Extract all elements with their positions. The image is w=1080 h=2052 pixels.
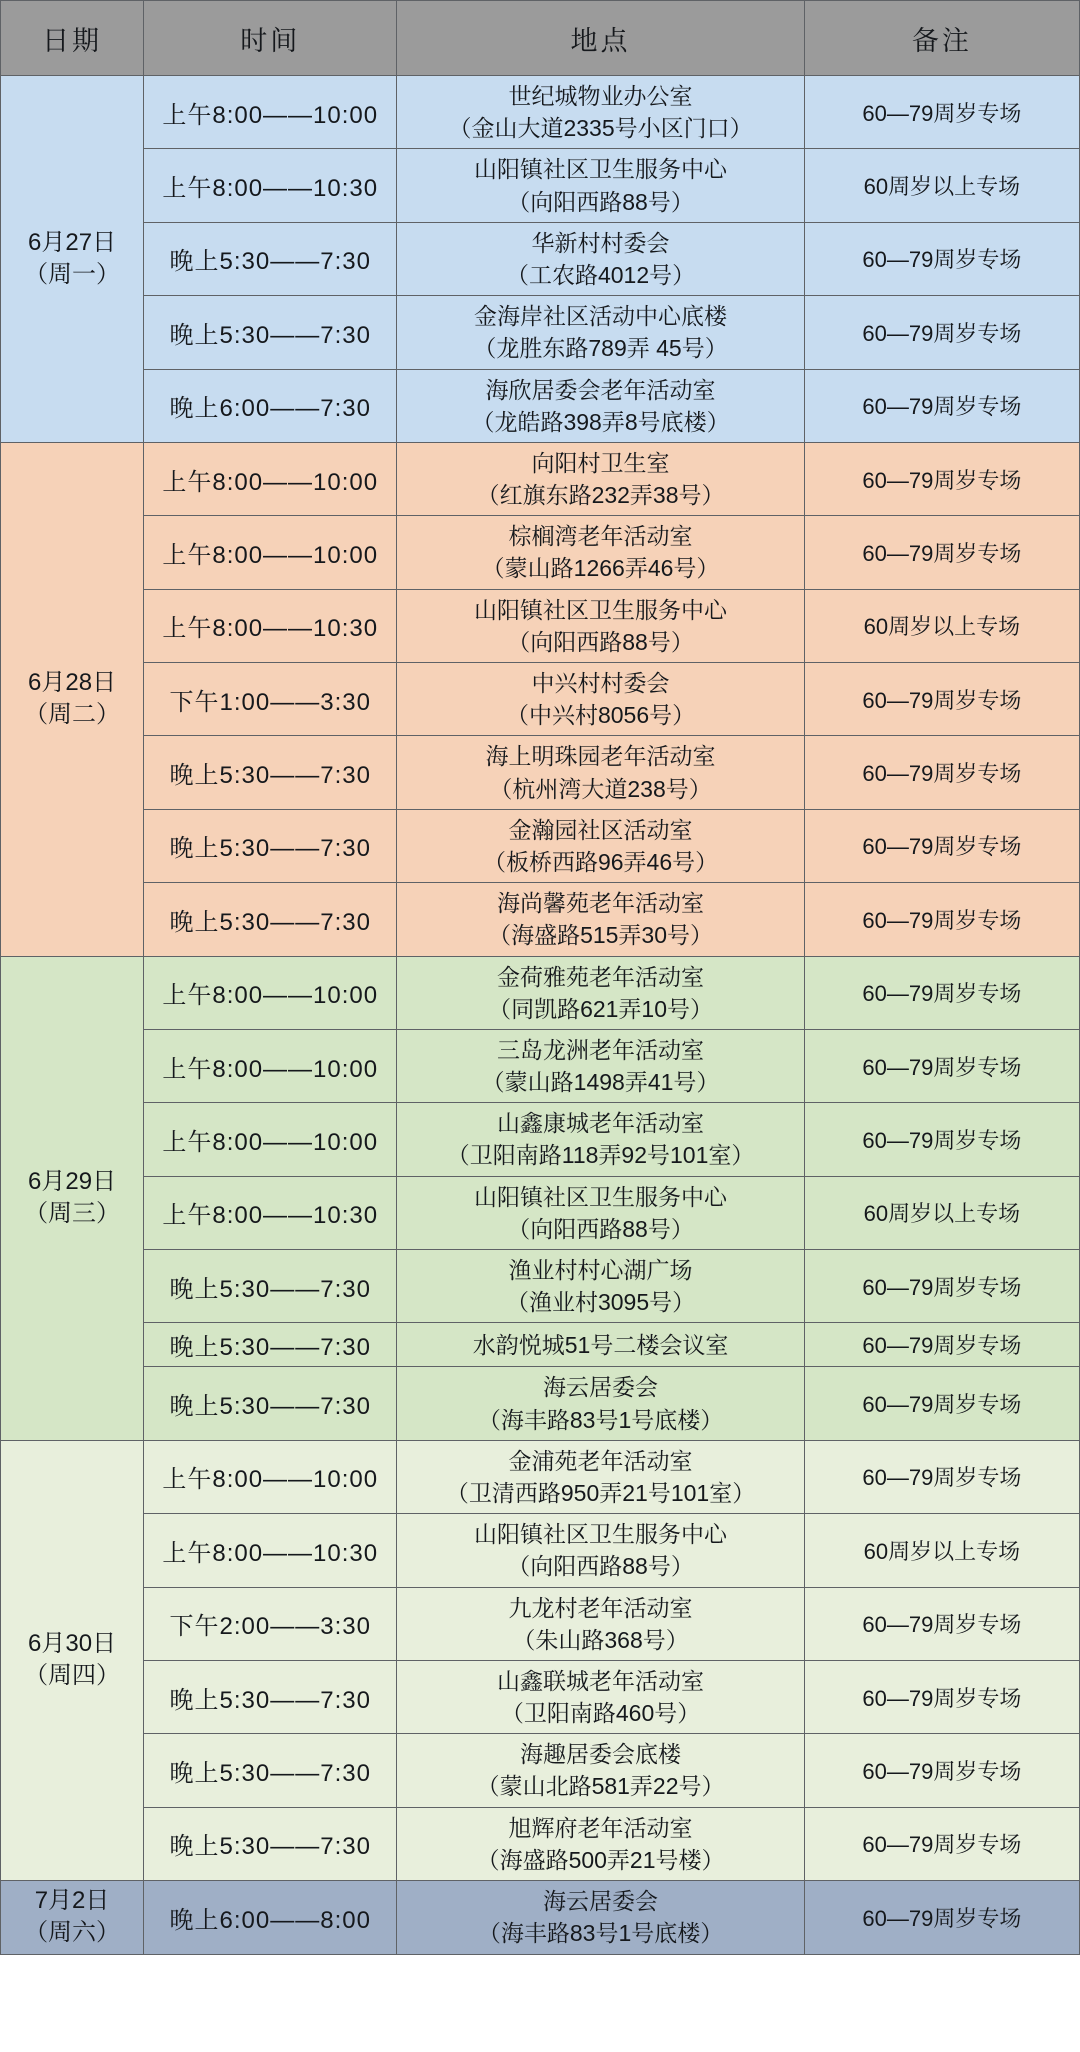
note-cell: 60周岁以上专场 (804, 149, 1079, 222)
place-cell (397, 516, 804, 589)
place-line-1: 海欣居委会老年活动室 (485, 376, 716, 403)
date-line-2: （周三） (24, 1200, 121, 1228)
table-row (1, 1807, 1080, 1880)
time-cell: 晚上6:00——8:00 (144, 1881, 397, 1955)
time-cell: 下午1:00——3:30 (144, 663, 397, 736)
place-line-2: （杭州湾大道238号） (489, 775, 712, 802)
table-row (1, 1881, 1080, 1955)
place-cell (397, 369, 804, 442)
place-line-1: 海上明珠园老年活动室 (485, 743, 716, 770)
note-cell: 60—79周岁专场 (804, 1734, 1079, 1807)
schedule-body (1, 76, 1080, 1955)
place-line-2: （板桥西路96弄46号） (482, 848, 719, 875)
date-line-1: 6月29日 (28, 1167, 117, 1195)
place-line-1: 世纪城物业办公室 (508, 83, 693, 109)
place-line-2: （卫清西路950弄21号101室） (445, 1479, 756, 1506)
place-cell (397, 1440, 804, 1513)
time-cell: 上午8:00——10:30 (144, 149, 397, 222)
place-line-1: 金浦苑老年活动室 (508, 1447, 693, 1474)
note-cell: 60—79周岁专场 (804, 1807, 1079, 1880)
note-cell: 60—79周岁专场 (804, 296, 1079, 369)
time-cell: 上午8:00——10:00 (144, 1029, 397, 1102)
place-line-2: （金山大道2335号小区门口） (448, 115, 753, 142)
table-row (1, 1250, 1080, 1323)
place-line-2: （卫阳南路118弄92号101室） (446, 1142, 755, 1169)
place-line-1: 渔业村村心湖广场 (508, 1257, 693, 1283)
table-row (1, 1367, 1080, 1440)
table-row (1, 149, 1080, 222)
place-line-1: 金海岸社区活动中心底楼 (474, 303, 728, 330)
note-cell: 60周岁以上专场 (804, 1176, 1079, 1249)
place-line-2: （海盛路500弄21号楼） (476, 1846, 725, 1873)
place-line-1: 海云居委会 (543, 1888, 659, 1915)
note-cell: 60—79周岁专场 (804, 1660, 1079, 1733)
place-cell (397, 76, 804, 149)
place-cell (397, 1367, 804, 1440)
place-line-1: 九龙村老年活动室 (508, 1594, 693, 1621)
time-cell: 晚上5:30——7:30 (144, 1367, 397, 1440)
time-cell: 晚上6:00——7:30 (144, 369, 397, 442)
time-cell: 晚上5:30——7:30 (144, 1807, 397, 1880)
table-row (1, 296, 1080, 369)
place-line-1: 向阳村卫生室 (531, 449, 670, 476)
column-header-note: 备注 (804, 1, 1079, 76)
time-cell: 晚上5:30——7:30 (144, 883, 397, 956)
date-line-1: 6月30日 (28, 1629, 117, 1657)
time-cell: 晚上5:30——7:30 (144, 296, 397, 369)
place-cell (397, 956, 804, 1029)
place-line-1: 海趣居委会底楼 (520, 1741, 682, 1768)
place-line-2: （蒙山路1266弄46号） (481, 555, 720, 582)
date-cell (1, 1881, 144, 1955)
place-cell (397, 1807, 804, 1880)
place-line-2: （海丰路83号1号底楼） (477, 1406, 724, 1433)
date-line-2: （周二） (24, 701, 121, 729)
note-cell: 60—79周岁专场 (804, 1029, 1079, 1102)
table-row (1, 956, 1080, 1029)
note-cell: 60—79周岁专场 (804, 809, 1079, 882)
place-line-1: 山阳镇社区卫生服务中心 (474, 596, 728, 623)
note-cell: 60—79周岁专场 (804, 1587, 1079, 1660)
time-cell: 晚上5:30——7:30 (144, 222, 397, 295)
place-line-2: （蒙山路1498弄41号） (481, 1069, 720, 1096)
place-line-2: （海丰路83号1号底楼） (477, 1920, 724, 1947)
note-cell: 60—79周岁专场 (804, 663, 1079, 736)
table-row (1, 442, 1080, 515)
place-cell (397, 1323, 804, 1367)
time-cell: 上午8:00——10:00 (144, 516, 397, 589)
place-cell (397, 589, 804, 662)
place-line-1: 山阳镇社区卫生服务中心 (474, 156, 728, 183)
table-row (1, 1176, 1080, 1249)
table-row (1, 883, 1080, 956)
place-line-2: （向阳西路88号） (507, 628, 694, 655)
time-cell: 上午8:00——10:30 (144, 1514, 397, 1587)
date-line-1: 6月28日 (28, 668, 117, 696)
date-line-2: （周四） (24, 1662, 121, 1690)
place-line-2: （向阳西路88号） (507, 1215, 694, 1242)
place-line-2: （红旗东路232弄38号） (476, 482, 725, 509)
date-cell (1, 442, 144, 956)
place-line-1: 金荷雅苑老年活动室 (497, 963, 705, 990)
place-line-1: 旭辉府老年活动室 (508, 1814, 693, 1841)
table-row (1, 1440, 1080, 1513)
note-cell: 60—79周岁专场 (804, 1881, 1079, 1955)
time-cell: 晚上5:30——7:30 (144, 1734, 397, 1807)
time-cell: 上午8:00——10:00 (144, 956, 397, 1029)
time-cell: 上午8:00——10:00 (144, 442, 397, 515)
place-line-1: 水韵悦城51号二楼会议室 (472, 1331, 729, 1358)
column-header-time: 时间 (144, 1, 397, 76)
place-line-2: （龙胜东路789弄 45号） (473, 335, 728, 362)
table-row (1, 76, 1080, 149)
date-cell (1, 956, 144, 1440)
place-cell (397, 296, 804, 369)
place-cell (397, 809, 804, 882)
note-cell: 60—79周岁专场 (804, 1440, 1079, 1513)
table-row (1, 736, 1080, 809)
place-cell (397, 1881, 804, 1955)
table-row (1, 1734, 1080, 1807)
place-line-2: （工农路4012号） (505, 261, 696, 288)
time-cell: 晚上5:30——7:30 (144, 736, 397, 809)
note-cell: 60—79周岁专场 (804, 883, 1079, 956)
note-cell: 60—79周岁专场 (804, 442, 1079, 515)
place-line-1: 金瀚园社区活动室 (508, 816, 693, 843)
note-cell: 60—79周岁专场 (804, 1250, 1079, 1323)
place-line-1: 华新村村委会 (531, 229, 670, 256)
place-line-1: 棕榈湾老年活动室 (508, 523, 693, 550)
note-cell: 60—79周岁专场 (804, 1323, 1079, 1367)
place-line-2: （海盛路515弄30号） (488, 922, 714, 949)
table-row (1, 516, 1080, 589)
place-line-1: 三岛龙洲老年活动室 (497, 1036, 705, 1063)
date-cell (1, 76, 144, 443)
column-header-date: 日期 (1, 1, 144, 76)
time-cell: 晚上5:30——7:30 (144, 1323, 397, 1367)
place-line-1: 山阳镇社区卫生服务中心 (474, 1183, 728, 1210)
date-line-1: 7月2日 (34, 1887, 110, 1914)
time-cell: 晚上5:30——7:30 (144, 809, 397, 882)
place-cell (397, 663, 804, 736)
table-row (1, 1587, 1080, 1660)
time-cell: 晚上5:30——7:30 (144, 1660, 397, 1733)
date-line-2: （周一） (24, 260, 121, 288)
note-cell: 60—79周岁专场 (804, 956, 1079, 1029)
note-cell: 60—79周岁专场 (804, 516, 1079, 589)
table-row (1, 369, 1080, 442)
place-line-2: （龙皓路398弄8号底楼） (471, 408, 730, 435)
place-cell (397, 1176, 804, 1249)
note-cell: 60周岁以上专场 (804, 589, 1079, 662)
place-line-2: （中兴村8056号） (505, 702, 696, 729)
place-cell (397, 736, 804, 809)
place-line-1: 海尚馨苑老年活动室 (497, 890, 705, 917)
note-cell: 60周岁以上专场 (804, 1514, 1079, 1587)
note-cell: 60—79周岁专场 (804, 1103, 1079, 1176)
table-row (1, 1103, 1080, 1176)
time-cell: 晚上5:30——7:30 (144, 1250, 397, 1323)
place-line-2: （卫阳南路460号） (500, 1700, 701, 1727)
table-row (1, 1029, 1080, 1102)
place-line-2: （同凯路621弄10号） (488, 995, 714, 1022)
place-line-2: （向阳西路88号） (507, 1553, 694, 1580)
column-header-place: 地点 (397, 1, 804, 76)
place-line-1: 山阳镇社区卫生服务中心 (474, 1521, 728, 1548)
place-line-2: （向阳西路88号） (507, 188, 694, 215)
date-line-1: 6月27日 (28, 228, 117, 256)
place-cell (397, 442, 804, 515)
place-cell (397, 1734, 804, 1807)
note-cell: 60—79周岁专场 (804, 222, 1079, 295)
table-row (1, 663, 1080, 736)
note-cell: 60—79周岁专场 (804, 736, 1079, 809)
table-row (1, 1660, 1080, 1733)
table-row (1, 1323, 1080, 1367)
note-cell: 60—79周岁专场 (804, 76, 1079, 149)
place-line-2: （蒙山北路581弄22号） (476, 1773, 725, 1800)
time-cell: 上午8:00——10:00 (144, 1103, 397, 1176)
table-row (1, 1514, 1080, 1587)
place-cell (397, 1103, 804, 1176)
place-cell (397, 1250, 804, 1323)
table-row (1, 222, 1080, 295)
table-row (1, 809, 1080, 882)
time-cell: 下午2:00——3:30 (144, 1587, 397, 1660)
place-cell (397, 222, 804, 295)
time-cell: 上午8:00——10:00 (144, 76, 397, 149)
time-cell: 上午8:00——10:30 (144, 589, 397, 662)
note-cell: 60—79周岁专场 (804, 1367, 1079, 1440)
place-line-1: 山鑫康城老年活动室 (497, 1110, 705, 1137)
place-line-1: 山鑫联城老年活动室 (497, 1667, 705, 1694)
place-cell (397, 149, 804, 222)
place-line-2: （渔业村3095号） (505, 1289, 696, 1316)
date-line-2: （周六） (24, 1919, 121, 1947)
table-header-row (1, 1, 1080, 76)
place-cell (397, 1514, 804, 1587)
time-cell: 上午8:00——10:00 (144, 1440, 397, 1513)
place-line-2: （朱山路368号） (512, 1626, 689, 1653)
table-row (1, 589, 1080, 662)
place-cell (397, 1660, 804, 1733)
place-line-1: 中兴村村委会 (531, 670, 670, 696)
place-cell (397, 1029, 804, 1102)
time-cell: 上午8:00——10:30 (144, 1176, 397, 1249)
place-line-1: 海云居委会 (543, 1374, 659, 1401)
place-cell (397, 1587, 804, 1660)
note-cell: 60—79周岁专场 (804, 369, 1079, 442)
place-cell (397, 883, 804, 956)
date-cell (1, 1440, 144, 1880)
